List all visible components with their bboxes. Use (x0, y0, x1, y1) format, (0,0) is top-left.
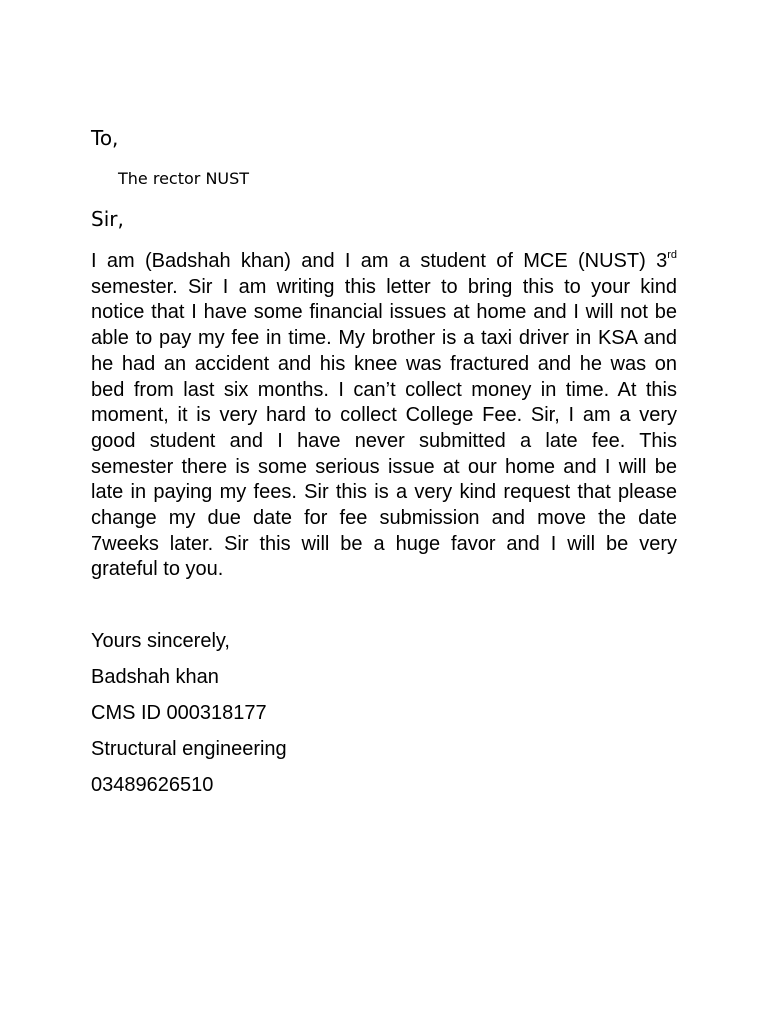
body-text-part1: I am (Badshah khan) and I am a student of MCE (NUST) 3 (91, 250, 668, 272)
body-text-part2: semester. Sir I am writing this letter to bring this to your kind notice that I have some financial issues at home and I will not be able to pay my fee in time. My brother is a taxi driver in KSA and he had an accident and his knee was fractured and he was on bed from last six months. I can’t collect money in time. At this moment, it is very hard to collect College Fee. Sir, I am a very good student and I have never submitted a late fee. This semester there is some serious issue at our home and I will be late in paying my fees. Sir this is a very kind request that please change my due date for fee submission and move the date 7weeks later. Sir this will be a huge favor and I will be very grateful to you. (91, 275, 677, 581)
salutation: Sir, (91, 207, 124, 231)
recipient-line: The rector NUST (118, 169, 250, 188)
signature-block (91, 628, 287, 808)
closing-phrase: Yours sincerely, (91, 630, 230, 652)
sender-name: Badshah khan (91, 666, 219, 688)
cms-id: CMS ID 000318177 (91, 702, 267, 724)
letter-body (91, 249, 677, 583)
department: Structural engineering (91, 738, 287, 760)
to-label: To, (91, 126, 119, 150)
ordinal-superscript: rd (667, 249, 677, 261)
phone-number: 03489626510 (91, 774, 214, 796)
